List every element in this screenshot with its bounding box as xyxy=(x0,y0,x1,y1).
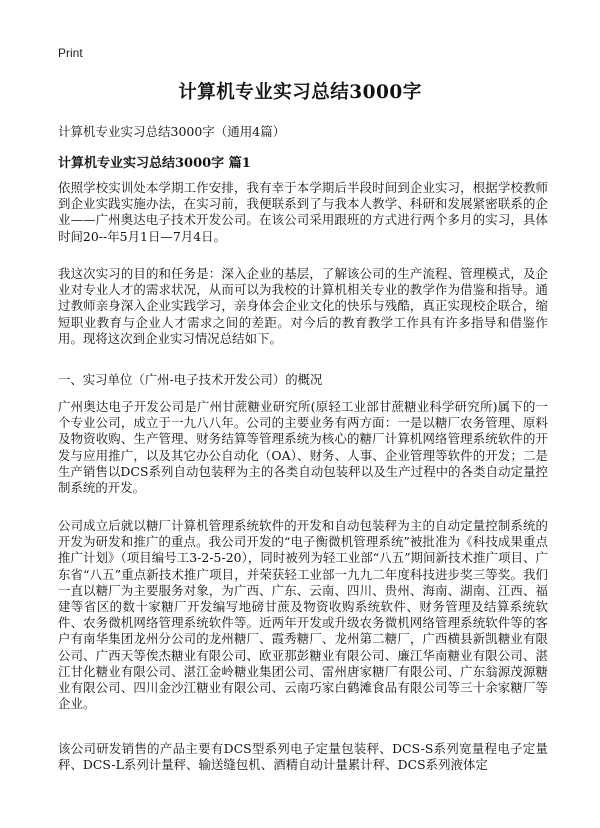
paragraph-company-history: 公司成立后就以糖厂计算机管理系统软件的开发和自动包装秤为主的自动定量控制系统的开发为研发和推广的重点。我公司开发的“电子衡微机管理系统”被批准为《科技成果重点推广计划》（项目编号工3-2-5-20），同时被列为轻工业部“八五”期间新技术推广项目、广东省“八五”重点新技术推广项目，并荣获轻工业部一九九二年度科技进步奖三等奖。我们一直以糖厂为主要服务对象，为广西、广东、云南、四川、贵州、海南、湖南、江西、福建等省区的数十家糖厂开发编写地磅甘蔗及物资收购系统软件、财务管理及结算系统软件、农务微机网络管理系统软件等。近两年开发或升级农务微机网络管理系统软件等的客户有南华集团龙州分公司的龙州糖厂、霞秀糖厂、龙州第二糖厂，广西横县新凯糖业有限公司、广西天等俟杰糖业有限公司、欧亚那彭糖业有限公司、廉江华南糖业有限公司、湛江甘化糖业有限公司、湛江金岭糖业集团公司、雷州唐家糖厂有限公司、广东翁源茂源糖业有限公司、四川金沙江糖业有限公司、云南巧家白鹤滩食品有限公司等三十余家糖厂等企业。 xyxy=(58,518,548,712)
paragraph-intro: 依照学校实训处本学期工作安排，我有幸于本学期后半段时间到企业实习，根据学校教师到企业实践实施办法，在实习前，我便联系到了与我本人教学、科研和发展紧密联系的企业——广州奥达电子技术开发公司。在该公司采用跟班的方式进行两个多月的实习，具体时间20--年5月1日—7月4日。 xyxy=(58,180,548,244)
paragraph-purpose: 我这次实习的目的和任务是：深入企业的基层，了解该公司的生产流程、管理模式，及企业对专业人才的需求状况，从而可以为我校的计算机相关专业的教学作为借鉴和指导。通过教师亲身深入企业实践学习，亲身体会企业文化的快乐与残酷，真正实现校企联合，缩短职业教育与企业人才需求之间的差距。对今后的教育教学工作具有许多指导和借鉴作用。现将这次到企业实习情况总结如下。 xyxy=(58,266,548,346)
subsection-heading: 一、实习单位（广州-电子技术开发公司）的概况 xyxy=(58,372,323,387)
document-title: 计算机专业实习总结3000字 xyxy=(178,82,422,103)
paragraph-products: 该公司研发销售的产品主要有DCS型系列电子定量包装秤、DCS-S系列宽量程电子定量秤、DCS-L系列计量秤、输送缝包机、酒精自动计量累计秤、DCS系列液体定 xyxy=(58,741,548,773)
section-title: 计算机专业实习总结3000字 篇1 xyxy=(58,156,251,171)
document-subtitle: 计算机专业实习总结3000字（通用4篇） xyxy=(58,124,286,139)
print-link[interactable]: Print xyxy=(58,46,83,60)
paragraph-company-overview: 广州奥达电子开发公司是广州甘蔗糖业研究所(原轻工业部甘蔗糖业科学研究所)属下的一个专业公司，成立于一九八八年。公司的主要业务有两方面：一是以糖厂农务管理、原料及物资收购、生产管理、财务结算等管理系统为核心的糖厂计算机网络管理系统软件的开发与应用推广，以及其它办公自动化（OA）、财务、人事、企业管理等软件的开发；二是生产销售以DCS系列自动包装秤为主的各类自动包装秤以及生产过程中的各类自动定量控制系统的开发。 xyxy=(58,399,548,496)
